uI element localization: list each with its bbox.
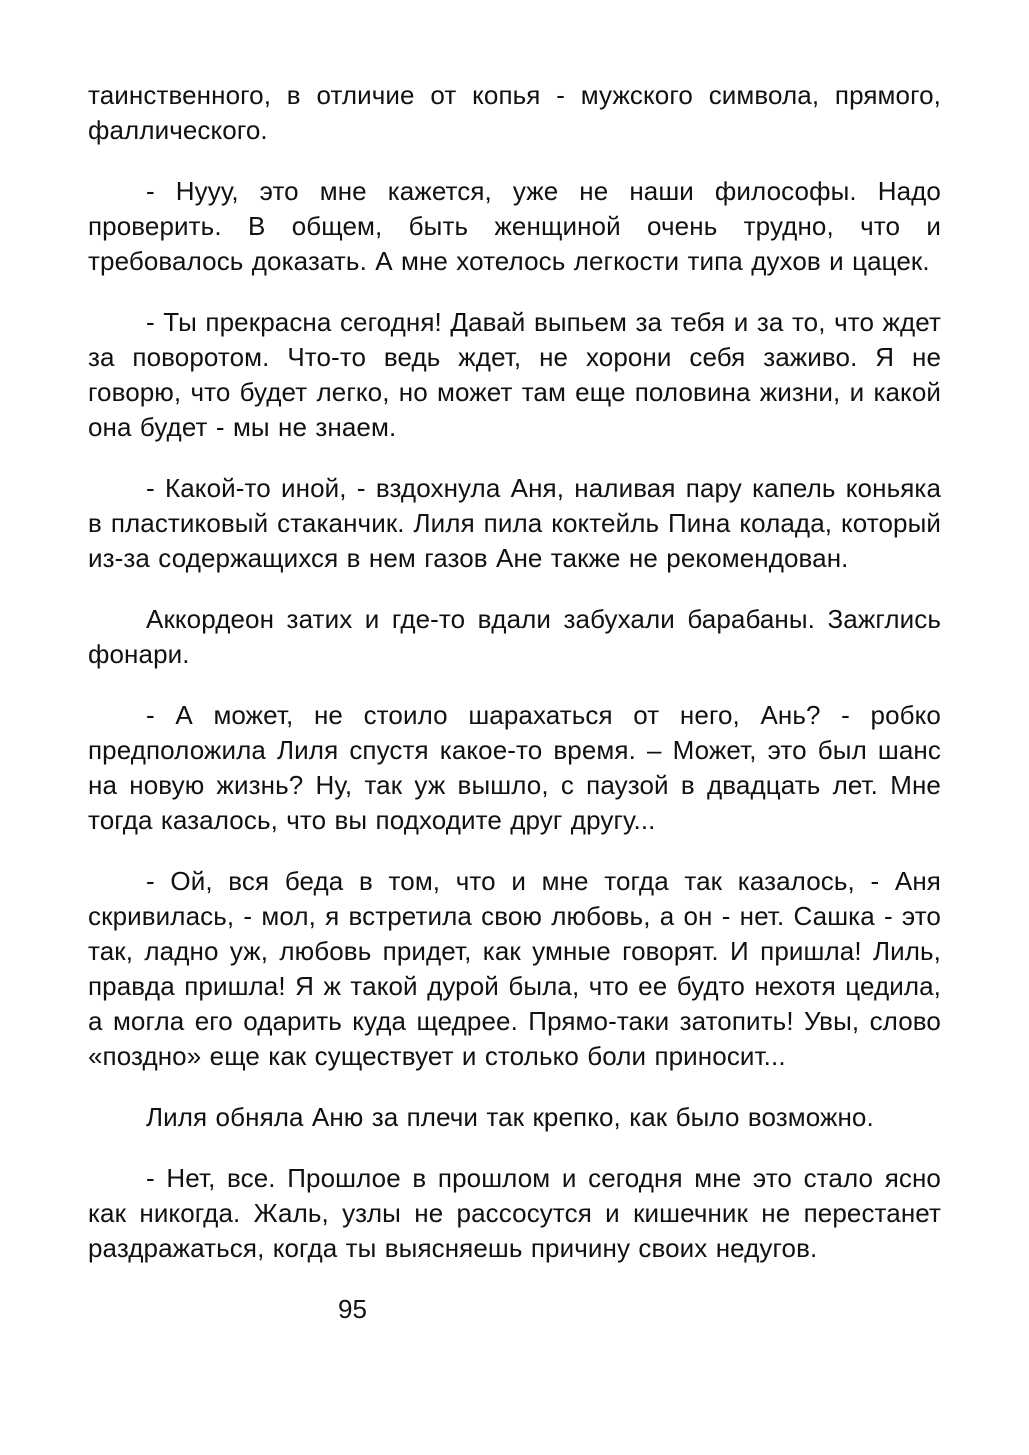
paragraph: - Ой, вся беда в том, что и мне тогда так казалось, - Аня скривилась, - мол, я встретила свою любовь, а он - нет. Сашка - это так, ладно уж, любовь придет, как умные говорят. И пришла! Лиль, правда пришла! Я ж такой дурой была, что ее будто нехотя цедила, а могла его одарить куда щедрее. Прямо-таки затопить! Увы, слово «поздно» еще как существует и столько боли приносит... <box>88 866 941 1071</box>
page-text <box>88 78 941 1266</box>
paragraph: - Ты прекрасна сегодня! Давай выпьем за тебя и за то, что ждет за поворотом. Что-то ведь ждет, не хорони себя заживо. Я не говорю, что будет легко, но может там еще половина жизни, и какой она будет - мы не знаем. <box>88 307 941 442</box>
paragraph: таинственного, в отличие от копья - мужского символа, прямого, фаллического. <box>88 80 941 145</box>
paragraph: - Нууу, это мне кажется, уже не наши философы. Надо проверить. В общем, быть женщиной очень трудно, что и требовалось доказать. А мне хотелось легкости типа духов и цацек. <box>88 176 941 276</box>
page-number: 95 <box>338 1294 367 1324</box>
paragraph: - Какой-то иной, - вздохнула Аня, наливая пару капель коньяка в пластиковый стаканчик. Лиля пила коктейль Пина колада, который из-за содержащихся в нем газов Ане также не рекомендован. <box>88 473 941 573</box>
paragraph: - Нет, все. Прошлое в прошлом и сегодня мне это стало ясно как никогда. Жаль, узлы не рассосутся и кишечник не перестанет раздражаться, когда ты выясняешь причину своих недугов. <box>88 1163 941 1263</box>
paragraph: Лиля обняла Аню за плечи так крепко, как было возможно. <box>146 1102 874 1132</box>
paragraph: - А может, не стоило шарахаться от него, Ань? - робко предположила Лиля спустя какое-то время. – Может, это был шанс на новую жизнь? Ну, так уж вышло, с паузой в двадцать лет. Мне тогда казалось, что вы подходите друг другу... <box>88 700 941 835</box>
paragraph: Аккордеон затих и где-то вдали забухали барабаны. Зажглись фонари. <box>88 604 941 669</box>
